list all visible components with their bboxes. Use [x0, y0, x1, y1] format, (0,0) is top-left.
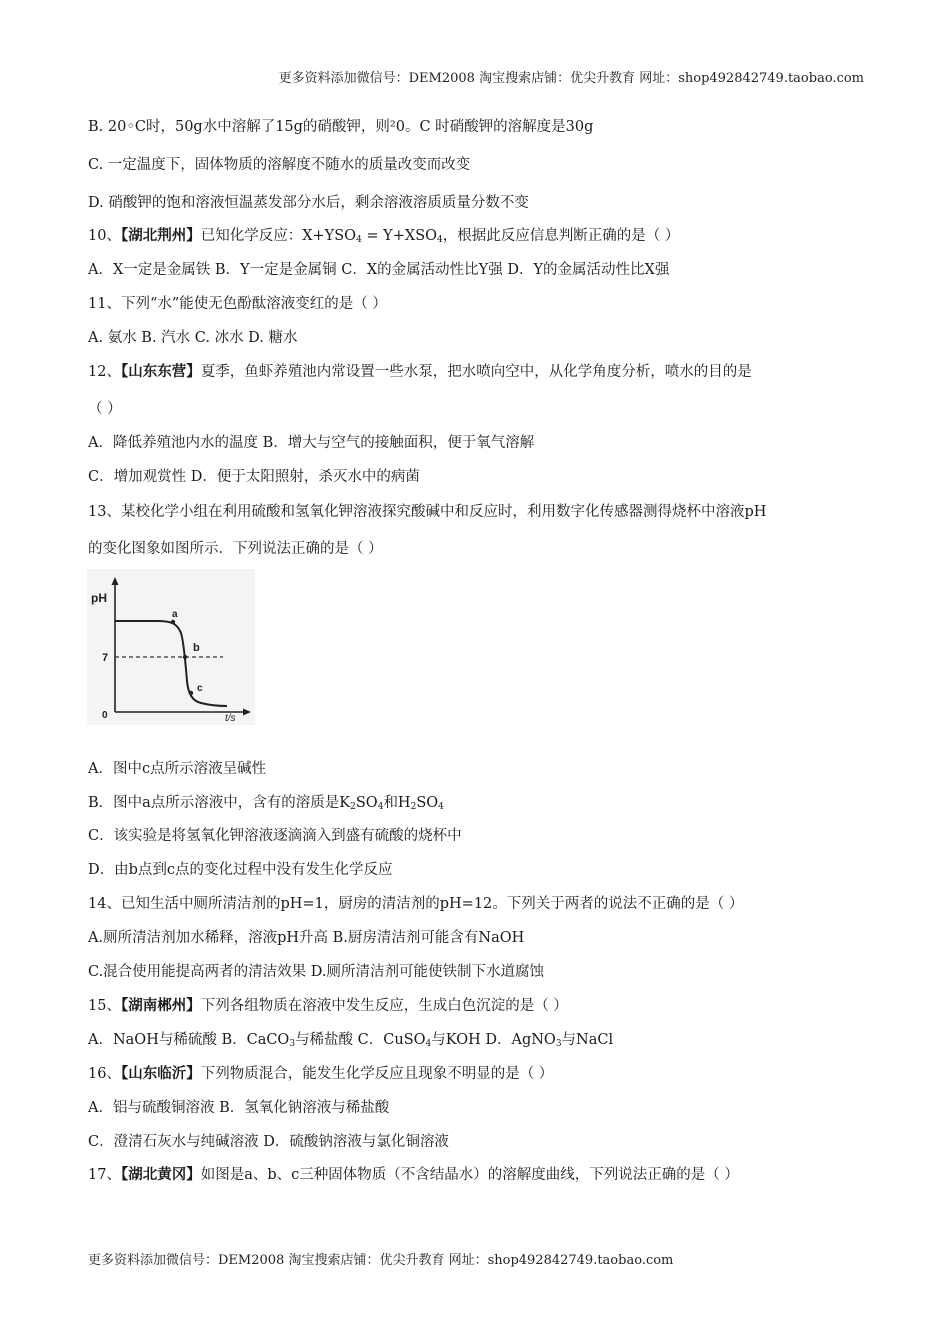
question-17 [88, 1165, 739, 1185]
point-label-a: a [172, 609, 178, 620]
x-axis-arrow [243, 709, 251, 716]
q10-number: 10、 [88, 228, 121, 244]
q15-text: 下列各组物质在溶液中发生反应，生成白色沉淀的是（ ） [200, 998, 568, 1014]
q17-source-tag: 【湖北黄冈】 [120, 1166, 201, 1183]
ph-curve [115, 621, 227, 706]
q16-options-2: C．澄清石灰水与纯碱溶液 D．硫酸钠溶液与氯化铜溶液 [88, 1134, 449, 1150]
q10-text: = Y+XSO [361, 228, 438, 244]
q15-number: 15、 [88, 998, 121, 1014]
page-header: 更多资料添加微信号：DEM2008 淘宝搜索店铺：优尖升教育 网址：shop492842749.taobao.com [278, 71, 864, 86]
q12-options-1: A．降低养殖池内水的温度 B．增大与空气的接触面积，便于氧气溶解 [88, 435, 535, 451]
q15-options-text: 与稀盐酸 C．CuSO [295, 1032, 426, 1048]
q17-number: 17、 [88, 1167, 121, 1183]
question-11: 11、下列“水”能使无色酚酞溶液变红的是（ ） [88, 296, 387, 312]
subscript: 4 [377, 802, 384, 812]
q15-options-text: 与NaCl [561, 1032, 614, 1048]
point-b [183, 655, 187, 659]
subscript: 2 [350, 802, 356, 812]
q14-options-1: A.厕所清洁剂加水稀释，溶液pH升高 B.厨房清洁剂可能含有NaOH [88, 930, 525, 946]
q16-source-tag: 【山东临沂】 [120, 1065, 201, 1082]
page-footer: 更多资料添加微信号：DEM2008 淘宝搜索店铺：优尖升教育 网址：shop492842749.taobao.com [88, 1253, 674, 1268]
origin-label: 0 [102, 710, 108, 721]
tick-label-7: 7 [102, 652, 109, 664]
question-10 [88, 226, 679, 250]
point-c [189, 691, 193, 695]
q15-source-tag: 【湖南郴州】 [120, 997, 201, 1014]
subscript: 4 [356, 235, 362, 245]
question-12 [88, 362, 752, 382]
q15-options-text: A．NaOH与稀硫酸 B．CaCO [88, 1032, 290, 1048]
q12-options-2: C．增加观赏性 D．便于太阳照射，杀灭水中的病菌 [88, 469, 420, 485]
q13-option-d: D．由b点到c点的变化过程中没有发生化学反应 [88, 862, 393, 878]
q10-options: A．X一定是金属铁 B．Y一定是金属铜 C．X的金属活动性比Y强 D．Y的金属活动性比X强 [88, 262, 670, 278]
q11-options: A. 氨水 B. 汽水 C. 冰水 D. 糖水 [88, 330, 298, 346]
point-a [171, 620, 175, 624]
y-axis-label: pH [91, 591, 107, 605]
question-15 [88, 996, 568, 1016]
q13-option-c: C．该实验是将氢氧化钾溶液逐滴滴入到盛有硫酸的烧杯中 [88, 828, 462, 844]
subscript: 4 [437, 235, 443, 245]
q13-option-a: A．图中c点所示溶液呈碱性 [88, 761, 267, 777]
point-label-c: c [197, 683, 203, 694]
q12-number: 12、 [88, 364, 121, 380]
option-prev-b: B. 20◦C时，50g水中溶解了15g的硝酸钾，则²0。C 时硝酸钾的溶解度是30g [88, 119, 594, 135]
q13-option-b [88, 793, 444, 817]
q17-text: 如图是a、b、c三种固体物质（不含结晶水）的溶解度曲线，下列说法正确的是（ ） [200, 1167, 739, 1183]
subscript: 2 [410, 802, 417, 812]
q10-text: 已知化学反应：X+YSO [200, 228, 357, 244]
x-axis-label: t/s [225, 713, 236, 724]
q16-number: 16、 [88, 1066, 121, 1082]
subscript: 3 [555, 1039, 562, 1049]
q13-option-b-text: SO [355, 795, 378, 811]
q16-text: 下列物质混合，能发生化学反应且现象不明显的是（ ） [200, 1066, 554, 1082]
q13-option-b-text: B．图中a点所示溶液中，含有的溶质是K [88, 795, 351, 811]
ph-curve-chart [87, 569, 255, 725]
subscript: 3 [289, 1039, 296, 1049]
q15-options-text: 与KOH D．AgNO [431, 1032, 556, 1048]
q12-paren: （ ） [88, 401, 122, 417]
option-prev-d: D. 硝酸钾的饱和溶液恒温蒸发部分水后，剩余溶液溶质质量分数不变 [88, 195, 529, 211]
subscript: 4 [425, 1039, 432, 1049]
q15-options [88, 1030, 613, 1054]
y-axis-arrow [112, 577, 119, 585]
q10-text: ，根据此反应信息判断正确的是（ ） [442, 228, 680, 244]
q16-options-1: A．铝与硫酸铜溶液 B．氢氧化钠溶液与稀盐酸 [88, 1100, 390, 1116]
subscript: 4 [438, 802, 444, 812]
q13-option-b-text: SO [416, 795, 439, 811]
question-14: 14、已知生活中厕所清洁剂的pH=1，厨房的清洁剂的pH=12。下列关于两者的说法不正确的是（ ） [88, 896, 744, 912]
question-16 [88, 1064, 553, 1084]
question-13-line2: 的变化图象如图所示．下列说法正确的是（ ） [88, 541, 383, 557]
q14-options-2: C.混合使用能提高两者的清洁效果 D.厕所清洁剂可能使铁制下水道腐蚀 [88, 964, 545, 980]
point-label-b: b [193, 642, 200, 654]
q12-text: 夏季，鱼虾养殖池内常设置一些水泵，把水喷向空中，从化学角度分析，喷水的目的是 [200, 364, 752, 380]
q13-option-b-text: 和H [383, 795, 411, 811]
q10-source-tag: 【湖北荆州】 [120, 227, 201, 244]
option-prev-c: C. 一定温度下，固体物质的溶解度不随水的质量改变而改变 [88, 157, 471, 173]
q12-source-tag: 【山东东营】 [120, 363, 201, 380]
ph-curve-figure [87, 569, 255, 725]
question-13-line1: 13、某校化学小组在利用硫酸和氢氧化钾溶液探究酸碱中和反应时，利用数字化传感器测得烧杯中溶液pH [88, 504, 767, 520]
